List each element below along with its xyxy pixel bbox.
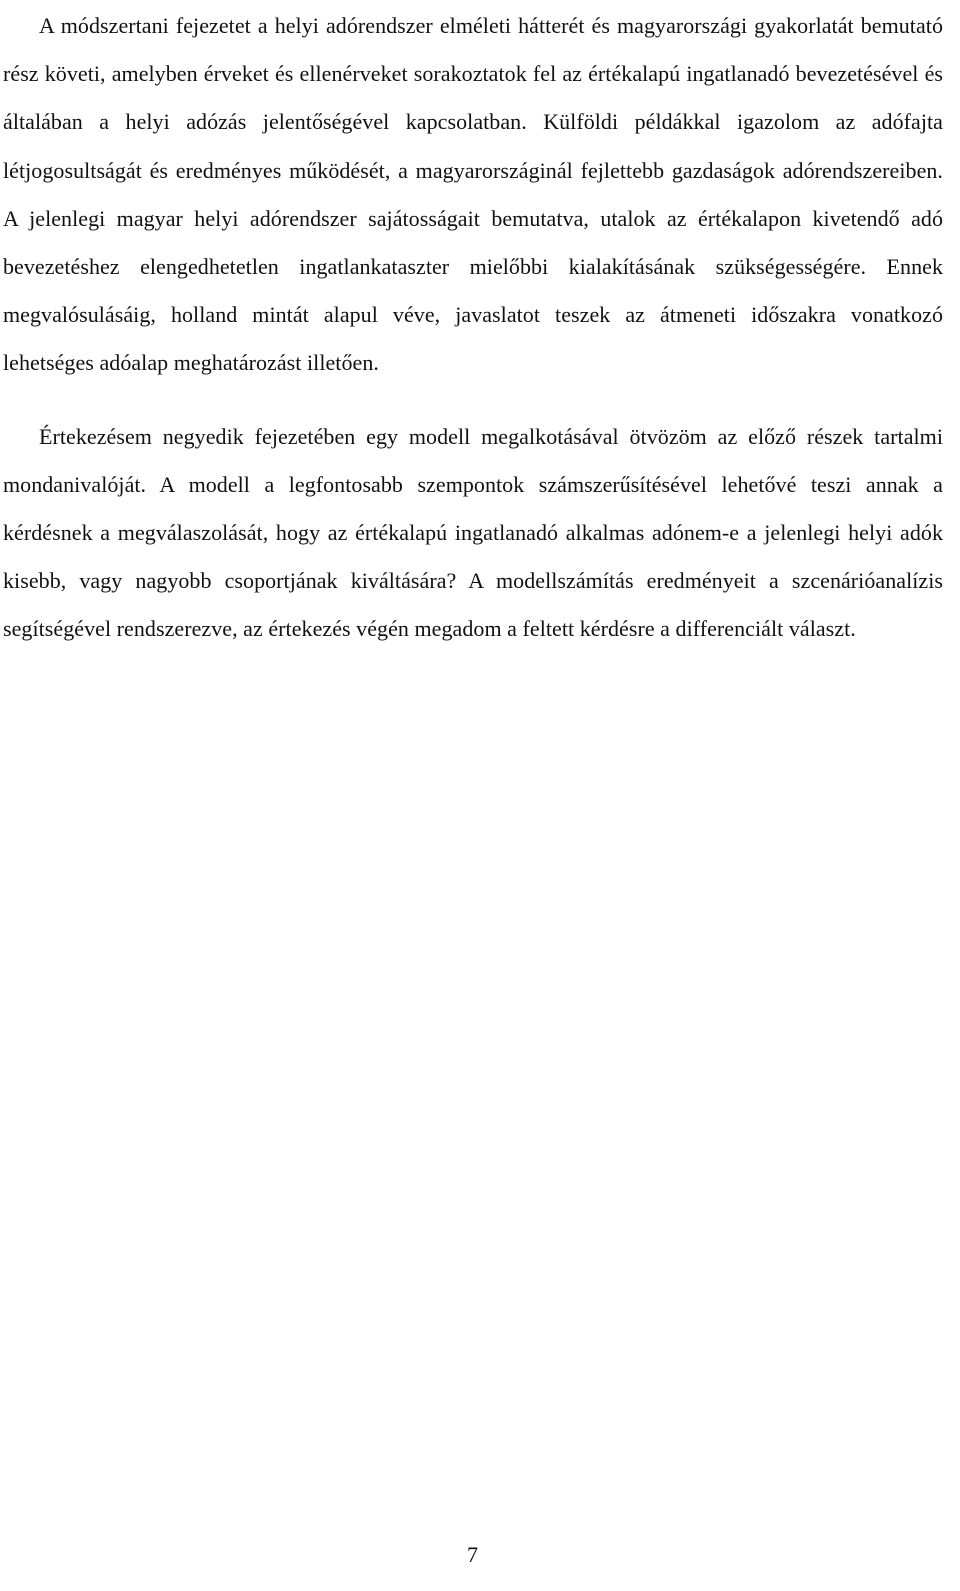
page-number: 7 [467, 1542, 478, 1567]
paragraph-chapter-four: Értekezésem negyedik fejezetében egy modell megalkotásával ötvözöm az előző részek tartalmi mondanivalóját. A modell a legfontosabb szempontok számszerűsítésével lehetővé teszi annak a kérdésnek a megválaszolását, hogy az értékalapú ingatlanadó alkalmas adónem-e a jelenlegi helyi adók kisebb, vagy nagyobb csoportjának kiváltására? A modellszámítás eredményeit a szcenárióanalízis segítségével rendszerezve, az értekezés végén megadom a feltett kérdésre a differenciált választ. [3, 423, 943, 642]
paragraph-methodology: A módszertani fejezetet a helyi adórendszer elméleti hátterét és magyarországi gyakorlatát bemutató rész követi, amelyben érveket és ellenérveket sorakoztatok fel az értékalapú ingatlanadó bevezetésével és általában a helyi adózás jelentőségével kapcsolatban. Külföldi példákkal igazolom az adófajta létjogosultságát és eredményes működését, a magyarországinál fejlettebb gazdaságok adórendszereiben. A jelenlegi magyar helyi adórendszer sajátosságait bemutatva, utalok az értékalapon kivetendő adó bevezetéshez elengedhetetlen ingatlankataszter mielőbbi kialakításának szükségességére. Ennek megvalósulásáig, holland mintát alapul véve, javaslatot teszek az átmeneti időszakra vonatkozó lehetséges adóalap meghatározást illetően. [3, 13, 943, 376]
document-body [3, 2, 943, 654]
